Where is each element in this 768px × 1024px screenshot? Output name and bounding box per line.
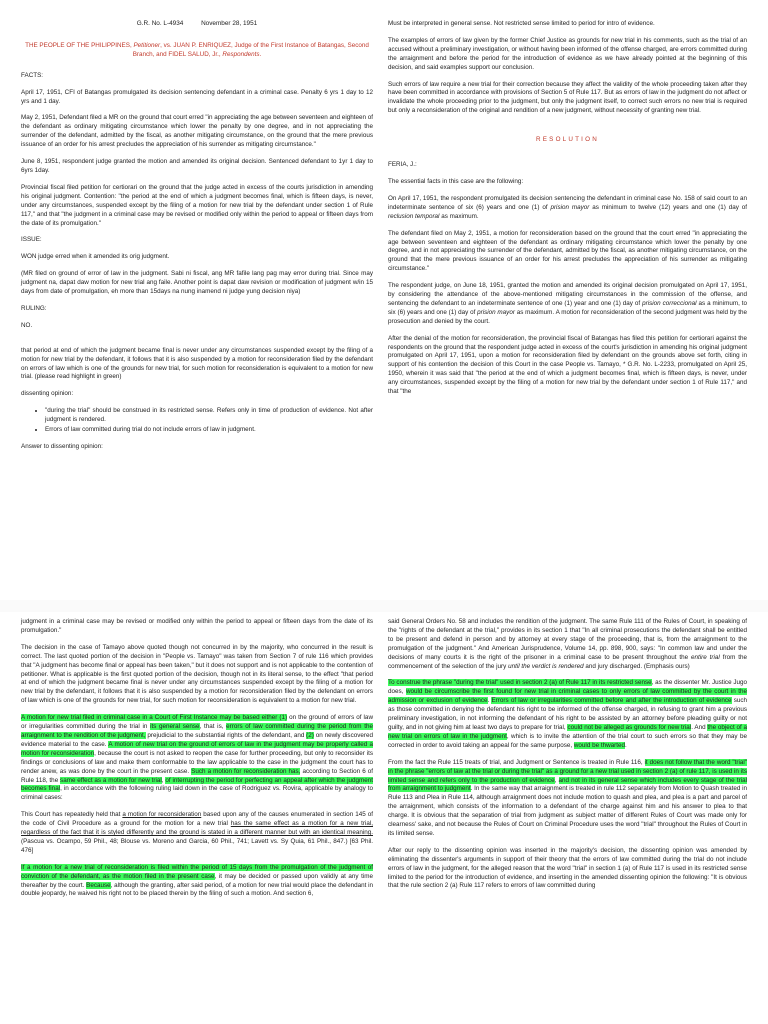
paragraph: Provincial fiscal filed petition for certiorari on the ground that the judge acted in excess of the courts jurisdiction in amending his original judgment. Contention: "the period at the end of which a judgment becomes final, which is fifteen days, is never, under any circumstances, suspended except by the filing of a motion for new trial by the defendant under section 1 of Rule 117," and that "the judgment in a criminal case may be revised or modified only within the period to appeal or fifteen days from the date of its promulgation." bbox=[21, 183, 373, 227]
paragraph: The examples of errors of law given by the former Chief Justice as grounds for new trial in his comments, such as the trial of an accused without a preliminary investigation, or without having been informed of the offense charged, are errors committed during the arraignment and before the period for the introduction of evidence as we have already pointed at the beginning of this decision, and said examples support our conclusion. bbox=[388, 36, 747, 71]
paragraph: June 8, 1951, respondent judge granted the motion and amended its original decision. Sentenced defendant to 1yr 1 day to 6yrs 1day. bbox=[21, 158, 373, 174]
highlighted-text: the object of a new trial on errors of law in the judgment bbox=[388, 723, 747, 740]
text-run: . In the same way that arraignment is treated in rule 112 separately from Motion to Quash treated in Rule 113 and Plea in Rule 114, although arraignment does not include motion to quash and plea, and plea is a part and parcel of the arraignment, which consists of the information to a defendant of the charge against him and his answer to plea to that charge. It is obvious that the separation of trial from judgment as subject matter of different Rules of Court was made only for clearness' sake, and not because the Rules of Court on Criminal Procedure uses the word "trial" throughout the Rules of Court in its limited sense. bbox=[388, 785, 747, 837]
answer-heading: Answer to dissenting opinion: bbox=[21, 443, 103, 450]
paragraph: judgment in a criminal case may be revised or modified only within the period to appeal or fifteen days from the date of its promulgation." bbox=[21, 618, 373, 634]
text-run: said General Orders No. 58 and includes the rendition of the judgment. The same Rule 111 of the Rules of Court, in speaking of the "rights of the defendant at the trial," provides in its section 1 that "In all criminal prosecutions the defendant shall be entitled to be present and defend in person and by attorney at every stage of the proceeding, that is, from the arraignment to the promulgation of the judgment." And American Jurisprudence, Volume 14, pp. 898, 900, says: "In common law and under the decisions of many courts it is the right of the prisoner in a criminal case to be present throughout the bbox=[388, 618, 747, 661]
page-2-right-column bbox=[388, 618, 747, 899]
text-run: , bbox=[554, 776, 559, 784]
paragraph: May 2, 1951, Defendant filed a MR on the ground that court erred "in appreciating the age between seventeen and eighteen of the defendant as ordinary mitigating circumstance which lower the penalty by one degree, and in not appreciating the surrender of the defendant, admitted by the fiscal, as another mitigating circumstance, on the ground that the mere previous issuance of an order for his arrest precludes the appreciation of his surrender as mitigating circumstance." bbox=[21, 114, 373, 149]
text-run: as a minimum, to six (6) years and one (1) day of bbox=[388, 299, 748, 316]
page-2 bbox=[0, 612, 768, 1024]
highlighted-text: Errors of law or irregularities committed before and after the introduction of evidence bbox=[491, 697, 732, 705]
paragraph bbox=[21, 714, 373, 803]
resolution-heading: RESOLUTION bbox=[536, 136, 599, 144]
text-run: and jury discharged. (Emphasis ours) bbox=[583, 662, 690, 670]
highlighted-text: If a motion for a new trial of reconsideration is filed within the period of 15 days from the promulgation of the judgment of conviction of the defendant, as the motion filed in the present case bbox=[21, 863, 373, 880]
case-title-italic: Respondents bbox=[222, 50, 260, 58]
text-run: on newly discovered evidence material to the case. bbox=[21, 731, 373, 748]
text-run: as maximum. bbox=[439, 212, 479, 220]
paragraph: Such errors of law require a new trial for their correction because they affect the validity of the whole proceeding taken after they have been committed in accordance with provisions of Section 5 of Rule 117. But as errors of law in the judgment do not affect or invalidate the whole proceeding prior to the judgment, but only the judgment itself, to correct such errors no new trial is required but only a reconsideration of the original and rendition of a new judgment, without necessity of granting new trial. bbox=[388, 80, 747, 115]
paragraph: After the denial of the motion for reconsideration, the provincial fiscal of Batangas has filed this petition for certiorari against the respondents on the ground that the respondent judge acted in excess of the court's jurisdiction in amending his original judgment promulgated on April 17, 1951, upon a motion for reconsideration filed by defendant on the grounds above set forth, citing in support of his contention the decision of this Court in the case People vs. Tamayo, * G.R. No. L-2233, promulgated on April 25, 1950, wherein it was said that "the period at the end of which a judgment becomes final, which is fifteen days, is never, under any circumstances, suspended except by the filing of a motion for new trial by the defendant under section 1 of Rule 117," and that "the bbox=[388, 334, 747, 396]
text-run: , that is, bbox=[199, 723, 227, 731]
highlighted-text: Such a motion for reconsideration has, bbox=[191, 767, 301, 775]
paragraph: Must be interpreted in general sense. Not restricted sense limited to period for intro of evidence. bbox=[388, 20, 655, 27]
paragraph: After our reply to the dissenting opinion was inserted in the majority's decision, the dissenting opinion was amended by eliminating the dissenter's arguments in support of their theory that the errors of law committed during the trial do not include errors of law in the judgment, for the alleged reason that the word "trial" in section 1 (a) of Rule 117 is used in its restricted sense limited to the period for the introduction of evidence, and inserting in the amended dissenting opinion the following: "It is obvious that the rule section 2 (a) Rule 117 refers to errors of law committed during bbox=[388, 846, 747, 890]
case-title-text: . bbox=[259, 50, 262, 58]
highlighted-text: To construe the phrase "during the trial" used in section 2 (a) of Rule 117 in its restricted sense bbox=[388, 679, 652, 687]
highlighted-text: errors of law committed during the period from the arraignment to the rendition of the judgment, bbox=[21, 723, 373, 739]
paragraph bbox=[388, 282, 747, 327]
text-run: , it may be decided or passed upon validly at any time thereafter by the court. bbox=[21, 872, 374, 889]
underlined-text: has the same effect as a motion for a new trial, regardless of the fact that it is styled differently and the ground is stated in a different manner but with an identical meaning. bbox=[21, 820, 373, 837]
paragraph: April 17, 1951, CFI of Batangas promulgated its decision sentencing defendant in a criminal case. Penalty 6 yrs 1 day to 12 yrs and 1 day. bbox=[21, 88, 373, 105]
highlighted-text: could not be alleged as grounds for new trial bbox=[567, 723, 692, 731]
ruling-answer: NO. bbox=[21, 321, 33, 329]
highlighted-text: its general sense bbox=[150, 723, 200, 731]
highlighted-text: it does not follow that the word "trial" in the phrase "errors of law at the trial or during the trial" as a ground for a new trial used in section 2 (a) of rule 117, is used in its limited sense and refers only to the production of evidence bbox=[388, 758, 747, 784]
highlighted-text: Because bbox=[86, 881, 111, 889]
text-run: as maximum. A motion for reconsideration of the second judgment was held by the prosecution and denied by the court. bbox=[388, 308, 747, 325]
list-item: • Errors of law committed during trial do not include errors of law in judgment. bbox=[45, 426, 373, 435]
text-run: , as the dissenter Mr. Justice Jugo does, bbox=[388, 679, 748, 696]
text-run: , although the granting, after said period, of a motion for new trial would place the defendant in double jeopardy, he waived his right not to be placed therein by the filing of such a motion. And section 6, bbox=[21, 881, 373, 898]
page-gap bbox=[0, 600, 768, 612]
case-title-text: THE PEOPLE OF THE PHILIPPINES, bbox=[25, 41, 134, 49]
highlighted-text: same effect as a motion for new trial bbox=[60, 776, 162, 784]
page-1-right-column bbox=[388, 20, 747, 405]
page-2-left-column bbox=[21, 618, 373, 907]
paragraph: that period at end of which the judgment became final is never under any circumstances suspended except by the filing of a motion for new trial by the defendant, it follows that it is also suspended by a motion for reconsideration filed by the defendant on errors of law which is one of the grounds for new trial, for such motion for reconsideration is equivalent to a motion for new trial. (please read highlight in green) bbox=[21, 346, 373, 381]
paragraph: The defendant filed on May 2, 1951, a motion for reconsideration based on the ground that the court erred "in appreciating the age between seventeen and eighteen of the defendant as ordinary mitigating circumstance which lower the penalty by one degree, and in not appreciating the surrender of the defendant, admitted by the fiscal, as another mitigating circumstance, on the ground that the mere previous issuance of an order for his arrest precludes the appreciation of his surrender as mitigating circumstance." bbox=[388, 229, 747, 273]
italic-run: prision correccional bbox=[642, 299, 697, 307]
issue-heading: ISSUE: bbox=[21, 236, 42, 244]
italic-run: prision mayor bbox=[550, 203, 590, 211]
paragraph bbox=[21, 811, 373, 856]
ruling-heading: RULING: bbox=[21, 304, 47, 312]
text-run: This Court has repeatedly held that bbox=[21, 811, 123, 819]
text-run: From the fact the Rule 115 treats of trial, and Judgment or Sentence is treated in Rule 116, bbox=[388, 758, 645, 766]
text-run: such as those committed in denying the defendant his right to be informed of the offense charged, in refusing to grant him a previous preliminary investigation, in not informing the defendant of his right to be assisted by an attorney before pleading guilty or not guilty, and in not giving him at least two days to prepare for trial, bbox=[388, 697, 748, 731]
paragraph: (MR filed on ground of error of law in the judgment. Sabi ni fiscal, ang MR fafile lang pag may error during trial. Since may judgment na, dapat daw motion for new trial ang faile. Another point is dapat daw revision or modification of judgment w/in 15 days from date of promulgation, eh more than 15days na nung inamend ni judge yung decision niya) bbox=[21, 270, 373, 296]
text-run: , because the court is not asked to reopen the case for further proceeding, but only to reconsider its findings or conclusions of law and make them conformable to the law applicable to the case in the judgment the court has to render anew, as was done by the court in the present case. bbox=[21, 749, 373, 775]
highlighted-text: and not in its general sense which includes every stage of the trial from arraignment to judgment bbox=[388, 776, 747, 793]
italic-run: entire trial bbox=[691, 653, 720, 661]
italic-run: until the verdict is rendered bbox=[508, 662, 584, 670]
paragraph bbox=[388, 759, 747, 839]
text-run: On April 17, 1951, the respondent promulgated its decision sentencing the defendant in criminal case No. 158 of said court to an indeterminate sentence of six (6) years and one (1) of bbox=[388, 194, 747, 211]
paragraph: The decision in the case of Tamayo above quoted though not concurred in by the majority, who concurred in the result is correct. The last quoted portion of the decision in "People vs. Tamayo" was taken from Section 7 of rule 116 which provides that "A judgment has become final or appeal has been taken," but it does not support and is not applicable to the contention of petitioner. What is applicable is the first quoted portion of the decision, though not in its literal sense, to the effect "that period at end of which the judgment became final is never under any circumstances suspended except by the filing of a motion for new trial by the defendant, it follows that it is also suspended by a motion for reconsideration filed by the defendant on errors of law which is one of the grounds for new trial, for such motion for reconsideration is equivalent to a motion for new trial. bbox=[21, 643, 373, 705]
highlighted-text: would be thwarted bbox=[573, 741, 625, 749]
text-run: according to Section 6 of Rule 118, the bbox=[21, 767, 374, 784]
italic-run: prision mayor bbox=[477, 308, 515, 316]
author-line: FERIA, J.: bbox=[388, 161, 417, 169]
text-run: (Pascua vs. Ocampo, 59 Phil., 48; Blouse vs. Moreno and Garcia, 60 Phil., 741; Lavett vs. Sy Quia, 61 Phil., 847.) [63 Phil. 476] bbox=[21, 837, 373, 854]
case-title-text: , vs. JUAN P. ENRIQUEZ, Judge of the First Instance of Batangas, Second Branch, and FIDEL SALUD, Jr., bbox=[132, 41, 369, 58]
paragraph bbox=[21, 864, 373, 900]
text-run: on the ground of errors of law or irregularities committed during the trial in bbox=[21, 714, 373, 731]
text-run: The respondent judge, on June 18, 1951, granted the motion and amended its original decision promulgated on April 17, 1951, by considering the attendance of the above-mentioned mitigating circumstances in the commission of the offense, and sentencing the defendant to an indeterminate sentence of one (1) year and one (1) day of bbox=[388, 282, 747, 307]
list-item: • "during the trial" should be construed in its restricted sense. Refers only in time of production of evidence. Not after judgment is rendered. bbox=[45, 407, 373, 425]
facts-heading: FACTS: bbox=[21, 71, 44, 79]
italic-run: reclusion temporal bbox=[388, 212, 440, 220]
text-run: , bbox=[161, 776, 166, 784]
paragraph bbox=[388, 195, 747, 222]
text-run: . bbox=[487, 697, 492, 705]
text-run: as minimum to twelve (12) years and one (1) day of bbox=[589, 203, 747, 211]
text-run: , in accordance with the following ruling laid down in the case of Rodriguez vs. Rovira, applicable by analogy to criminal cases: bbox=[21, 785, 373, 802]
paragraph: The essential facts in this case are the following: bbox=[388, 177, 524, 185]
highlighted-text: (2) bbox=[306, 731, 314, 739]
text-run: from the commencement of the selection of the jury bbox=[388, 653, 747, 670]
case-caption: G.R. No. L-4934 November 28, 1951 bbox=[136, 20, 258, 27]
highlighted-text: A motion of new trial on the ground of errors of law in the judgment may be properly called a motion for reconsideration bbox=[21, 740, 373, 757]
paragraph bbox=[388, 679, 747, 750]
page-1-left-column bbox=[21, 20, 373, 460]
text-run: , which is to invite the attention of the trial court to such errors so that they may be corrected in order to avoid taking an appeal for the same purpose, bbox=[388, 732, 747, 749]
text-run: . bbox=[624, 741, 627, 749]
text-run: prejudicial to the substantial rights of the defendant, and bbox=[145, 731, 307, 739]
paragraph bbox=[388, 618, 747, 671]
dissent-heading: dissenting opinion: bbox=[21, 390, 74, 398]
text-run: . And bbox=[691, 723, 708, 731]
highlighted-text: A motion for new trial filed in criminal case in a Court of First Instance may be based either (1) bbox=[21, 714, 288, 722]
dissent-list bbox=[21, 407, 373, 435]
underlined-text: a motion for reconsideration bbox=[122, 811, 202, 819]
paragraph: WON judge erred when it amended its orig judgment. bbox=[21, 253, 170, 261]
highlighted-text: of interrupting the period for perfecting an appeal after which the judgment becomes final bbox=[21, 776, 374, 793]
text-run: based upon any of the causes enumerated in section 145 of the code of Civil Procedure as a ground for the motion for a new trial bbox=[21, 811, 373, 828]
case-title bbox=[21, 42, 373, 60]
highlighted-text: would be circumscribe the first found for new trial in criminal cases to only errors of law committed by the court in the admission or exclusion of evidence bbox=[388, 688, 748, 705]
case-title-italic: Petitioner bbox=[133, 41, 161, 49]
